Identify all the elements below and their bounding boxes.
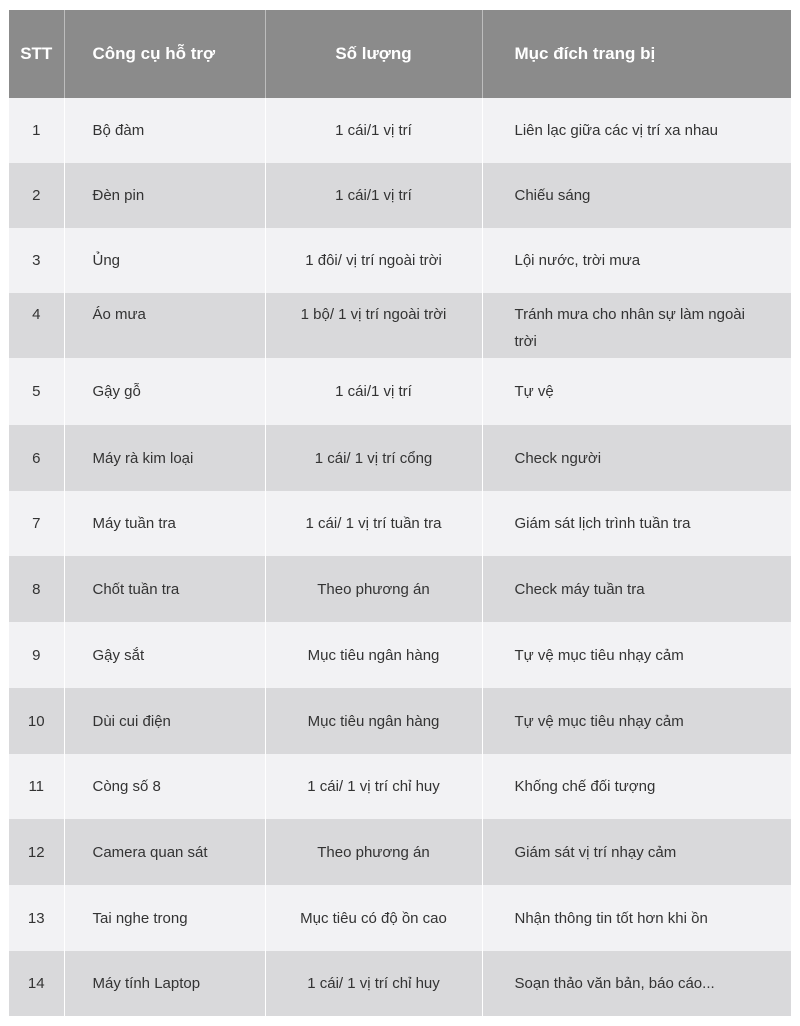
table-row — [9, 163, 791, 228]
cell-stt: 14 — [9, 951, 64, 1016]
cell-tool: Camera quan sát — [64, 819, 265, 885]
cell-purpose: Soạn thảo văn bản, báo cáo... — [482, 951, 791, 1016]
cell-quantity: Mục tiêu ngân hàng — [265, 688, 482, 754]
equipment-table — [9, 10, 791, 1016]
cell-quantity: Mục tiêu ngân hàng — [265, 622, 482, 688]
cell-purpose: Nhận thông tin tốt hơn khi ồn — [482, 885, 791, 951]
cell-quantity: 1 cái/1 vị trí — [265, 98, 482, 163]
table-row — [9, 688, 791, 754]
header-purpose: Mục đích trang bị — [482, 10, 791, 98]
cell-tool: Bộ đàm — [64, 98, 265, 163]
table-row — [9, 98, 791, 163]
cell-quantity: 1 cái/ 1 vị trí chỉ huy — [265, 754, 482, 819]
header-tool: Công cụ hỗ trợ — [64, 10, 265, 98]
cell-stt: 10 — [9, 688, 64, 754]
header-quantity: Số lượng — [265, 10, 482, 98]
cell-stt: 9 — [9, 622, 64, 688]
cell-quantity: Theo phương án — [265, 556, 482, 622]
cell-tool: Còng số 8 — [64, 754, 265, 819]
cell-stt: 5 — [9, 358, 64, 425]
cell-quantity: Mục tiêu có độ ồn cao — [265, 885, 482, 951]
equipment-table-container — [9, 10, 791, 1016]
table-body — [9, 98, 791, 1016]
cell-stt: 12 — [9, 819, 64, 885]
cell-quantity: 1 cái/ 1 vị trí chỉ huy — [265, 951, 482, 1016]
table-row — [9, 228, 791, 293]
cell-tool: Đèn pin — [64, 163, 265, 228]
cell-quantity: 1 cái/1 vị trí — [265, 163, 482, 228]
header-stt: STT — [9, 10, 64, 98]
cell-tool: Máy tính Laptop — [64, 951, 265, 1016]
cell-stt: 6 — [9, 425, 64, 491]
table-row — [9, 885, 791, 951]
table-row — [9, 622, 791, 688]
table-row — [9, 293, 791, 358]
cell-tool: Ủng — [64, 228, 265, 293]
cell-purpose: Tránh mưa cho nhân sự làm ngoài trời — [482, 293, 791, 358]
cell-purpose: Tự vệ mục tiêu nhạy cảm — [482, 688, 791, 754]
cell-tool: Máy tuần tra — [64, 491, 265, 556]
cell-stt: 1 — [9, 98, 64, 163]
cell-purpose: Tự vệ mục tiêu nhạy cảm — [482, 622, 791, 688]
cell-quantity: 1 bộ/ 1 vị trí ngoài trời — [265, 293, 482, 358]
table-row — [9, 425, 791, 491]
cell-purpose: Chiếu sáng — [482, 163, 791, 228]
cell-purpose: Liên lạc giữa các vị trí xa nhau — [482, 98, 791, 163]
cell-quantity: 1 cái/ 1 vị trí tuần tra — [265, 491, 482, 556]
cell-quantity: Theo phương án — [265, 819, 482, 885]
table-row — [9, 358, 791, 425]
cell-purpose: Lội nước, trời mưa — [482, 228, 791, 293]
cell-tool: Tai nghe trong — [64, 885, 265, 951]
cell-quantity: 1 cái/1 vị trí — [265, 358, 482, 425]
cell-stt: 2 — [9, 163, 64, 228]
table-row — [9, 951, 791, 1016]
cell-stt: 3 — [9, 228, 64, 293]
cell-stt: 13 — [9, 885, 64, 951]
table-row — [9, 819, 791, 885]
cell-quantity: 1 đôi/ vị trí ngoài trời — [265, 228, 482, 293]
cell-purpose: Khống chế đối tượng — [482, 754, 791, 819]
header-row — [9, 10, 791, 98]
cell-stt: 7 — [9, 491, 64, 556]
cell-tool: Gậy sắt — [64, 622, 265, 688]
cell-tool: Dùi cui điện — [64, 688, 265, 754]
cell-stt: 11 — [9, 754, 64, 819]
cell-quantity: 1 cái/ 1 vị trí cổng — [265, 425, 482, 491]
cell-tool: Áo mưa — [64, 293, 265, 358]
cell-purpose: Check máy tuần tra — [482, 556, 791, 622]
cell-tool: Máy rà kim loại — [64, 425, 265, 491]
cell-tool: Chốt tuần tra — [64, 556, 265, 622]
cell-stt: 8 — [9, 556, 64, 622]
cell-stt: 4 — [9, 293, 64, 358]
cell-purpose: Giám sát vị trí nhạy cảm — [482, 819, 791, 885]
cell-purpose: Tự vệ — [482, 358, 791, 425]
cell-tool: Gậy gỗ — [64, 358, 265, 425]
cell-purpose: Check người — [482, 425, 791, 491]
table-header — [9, 10, 791, 98]
table-row — [9, 754, 791, 819]
table-row — [9, 491, 791, 556]
table-row — [9, 556, 791, 622]
cell-purpose: Giám sát lịch trình tuần tra — [482, 491, 791, 556]
